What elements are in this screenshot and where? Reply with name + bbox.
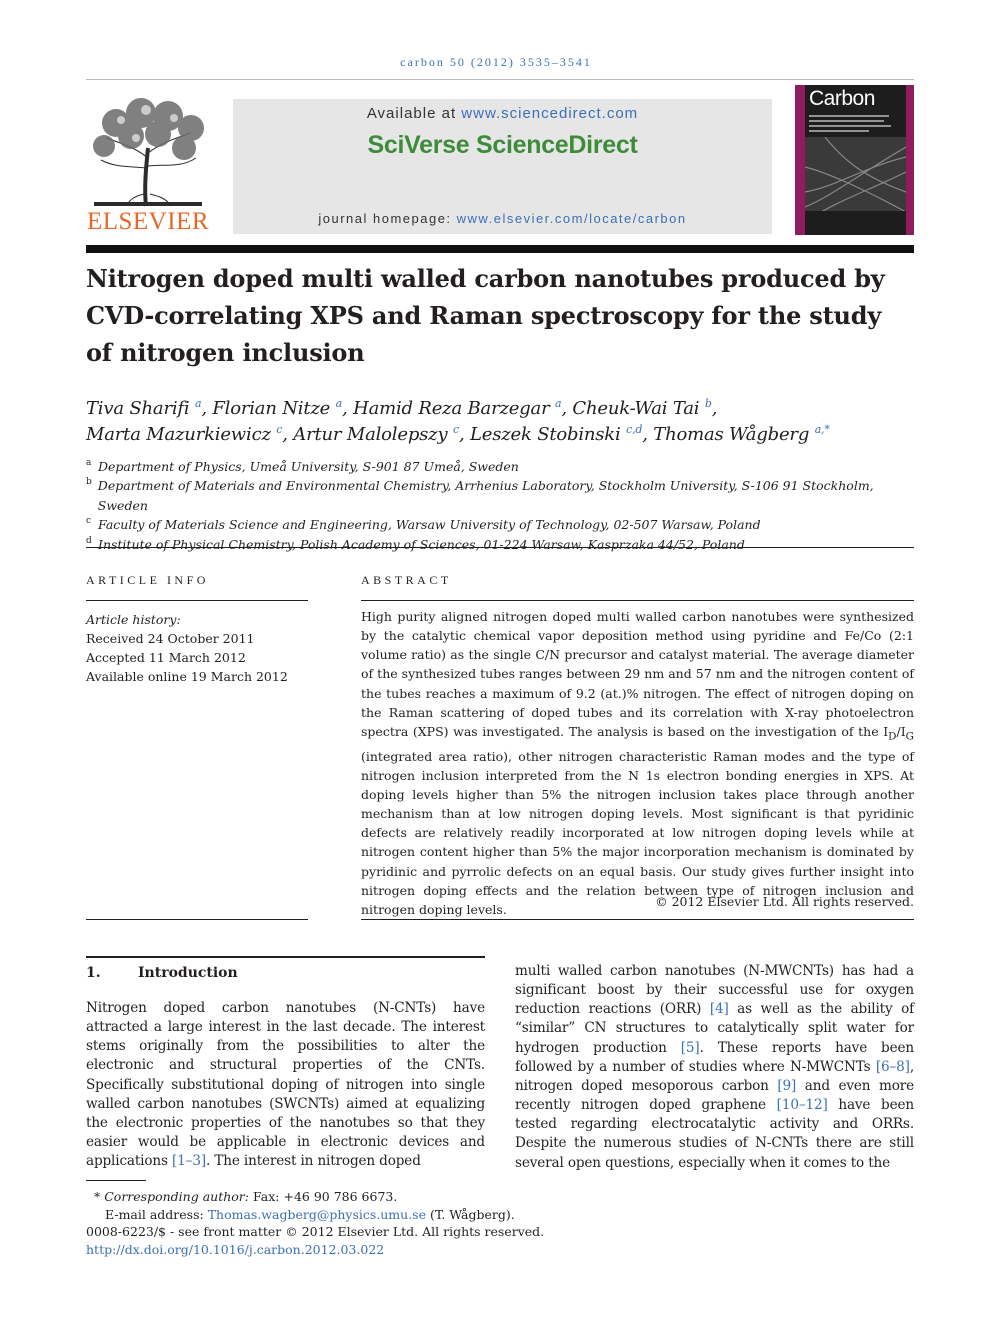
author-affiliation-mark[interactable]: a — [194, 397, 202, 410]
email-suffix: (T. Wågberg). — [426, 1206, 515, 1222]
corresponding-text: Fax: +46 90 786 6673. — [248, 1189, 398, 1204]
author-line-1: Tiva Sharifi $^a$, Florian Nitze $^a$, Hamid Reza Barzegar $^a$, Cheuk-Wai Tai $^b$, — [86, 397, 718, 419]
footnotes — [86, 1188, 686, 1258]
section-title: Introduction — [138, 965, 238, 981]
abstract-rule — [361, 600, 914, 601]
intro-text: have been tested regarding electrocatalytic activity and ORRs. Despite the numerous studies of N-CNTs there are still several open questions, especially when it comes to the — [515, 1097, 914, 1171]
issn-line: 0008-6223/$ - see front matter © 2012 Elsevier Ltd. All rights reserved. — [86, 1224, 545, 1239]
affiliation-row — [86, 535, 914, 554]
footnote-rule — [86, 1180, 146, 1181]
section-number: 1. — [86, 965, 101, 981]
abstract-part-2: (integrated area ratio), other nitrogen characteristic Raman modes and the type of nitrogen inclusion interpreted from the N 1s electron bonding energies in XPS. At doping levels higher than 5% the nitrogen inclusion takes place through another mechanism than at low nitrogen doping levels. Most significant is that pyridinic defects are relatively readily incorporated at low nitrogen doping levels while at nitrogen content higher than 5% the major incorporation mechanism is dominated by pyridinic and pyrrolic defects on an equal basis. Our study gives further insight into nitrogen doping effects and the relation between type of nitrogen inclusion and nitrogen doping levels. — [361, 748, 914, 917]
affiliation-label: d — [86, 535, 92, 546]
citation-link[interactable]: [1–3] — [172, 1153, 206, 1170]
affiliation-label: a — [86, 458, 92, 468]
corresponding-label: Corresponding author: — [104, 1189, 249, 1204]
affiliations-divider — [86, 547, 914, 548]
section-heading-introduction — [86, 963, 486, 983]
intro-text: as well as the ability of “similar” CN structures to catalytically split water for hydrogen production — [515, 1001, 914, 1056]
abstract-heading: ABSTRACT — [361, 573, 452, 587]
affiliation-row — [86, 457, 914, 476]
author-name: Artur Malolepszy — [293, 424, 448, 445]
affiliation-row — [86, 515, 914, 534]
header-divider — [86, 79, 914, 80]
affiliations — [86, 457, 914, 554]
intro-text: multi walled carbon nanotubes (N-MWCNTs) has had a significant boost by their successful use for oxygen reduction reactions (ORR) — [515, 963, 914, 1018]
abstract-subscript-g: G — [905, 730, 914, 743]
intro-text: Nitrogen doped carbon nanotubes (N-CNTs) have attracted a large interest in the last decade. The interest stems originally from the possibilities to alter the electronic and structural properties of the CNTs. Specifically substitutional doping of nitrogen into single walled carbon nanotubes (SWCNTs) aimed at equalizing the electronic properties of the nanotubes so that they easier would be applicable in electronic devices and applications — [86, 1000, 485, 1170]
abstract-part-1: High purity aligned nitrogen doped multi walled carbon nanotubes were synthesized by the catalytic chemical vapor deposition method using pyridine and Fe/Co (2:1 volume ratio) as the single C/N precursor and catalyst material. The average diameter of the synthesized tubes ranges between 29 nm and 57 nm and the nitrogen content of the tubes reaches a maximum of 9.2 (at.)% nitrogen. The effect of nitrogen doping on the Raman scattering of doped tubes and its correlation with X-ray photoelectron spectra (XPS) was investigated. The analysis is based on the investigation of the I — [361, 609, 914, 739]
elsevier-wordmark: ELSEVIER — [86, 208, 210, 235]
available-at-line — [233, 105, 772, 122]
article-info-bottom-rule — [86, 919, 308, 920]
homepage-prefix: journal homepage: — [318, 211, 457, 226]
sciencedirect-link[interactable]: www.sciencedirect.com — [461, 105, 639, 122]
intro-paragraph-left — [86, 999, 485, 1171]
header-thick-rule — [86, 245, 914, 253]
article-history — [86, 610, 308, 686]
author-name: Leszek Stobinski — [469, 424, 621, 445]
abstract-copyright: © 2012 Elsevier Ltd. All rights reserved. — [655, 894, 914, 909]
author-name: Cheuk-Wai Tai — [572, 398, 700, 419]
history-received: Received 24 October 2011 — [86, 631, 255, 646]
intro-text: . These reports have been followed by a number of studies where N-MWCNTs — [515, 1039, 914, 1075]
citation-link[interactable]: [4] — [709, 1001, 729, 1018]
footnote-star: * — [94, 1189, 101, 1204]
author-name: Hamid Reza Barzegar — [353, 398, 550, 419]
author-name: Marta Mazurkiewicz — [86, 424, 271, 445]
elsevier-logo — [86, 98, 210, 236]
email-link[interactable]: Thomas.wagberg@physics.umu.se — [207, 1206, 426, 1222]
paper-title: Nitrogen doped multi walled carbon nanotubes produced by CVD-correlating XPS and Raman spectroscopy for the study of nitrogen inclusion — [86, 264, 885, 367]
author-name: Tiva Sharifi — [86, 398, 190, 419]
author-affiliation-mark[interactable]: c — [276, 423, 283, 436]
article-info-rule — [86, 600, 308, 601]
journal-homepage-line — [233, 211, 772, 226]
intro-text: . The interest in nitrogen doped — [205, 1153, 421, 1170]
affiliation-label: c — [86, 516, 92, 527]
doi-link[interactable]: http://dx.doi.org/10.1016/j.carbon.2012.03.022 — [86, 1241, 385, 1257]
citation-link[interactable]: [5] — [680, 1039, 700, 1056]
corresponding-author-note — [86, 1188, 686, 1206]
running-head: carbon 50 (2012) 3535–3541 — [400, 55, 592, 69]
intro-paragraph-right — [515, 962, 914, 1173]
citation-link[interactable]: [10–12] — [776, 1097, 828, 1114]
author-affiliation-mark[interactable]: c,d — [626, 423, 643, 436]
author-line-2: Marta Mazurkiewicz $^c$, Artur Malolepszy $^c$, Leszek Stobinski $^{c,d}$, Thomas Wågberg $^{a,*}$ — [86, 423, 830, 445]
author-name: Florian Nitze — [212, 398, 331, 419]
sciverse-brand: SciVerse ScienceDirect — [367, 131, 638, 159]
author-affiliation-mark[interactable]: a — [335, 397, 343, 410]
intro-text: and even more recently nitrogen doped graphene — [515, 1077, 914, 1114]
journal-cover — [795, 85, 914, 235]
affiliation-text: Faculty of Materials Science and Engineering, Warsaw University of Technology, 02-507 Warsaw, Poland — [98, 517, 761, 533]
author-list — [86, 396, 914, 448]
abstract-text — [361, 607, 914, 919]
affiliation-text: Department of Physics, Umeå University, S-901 87 Umeå, Sweden — [98, 459, 519, 474]
affiliation-text: Department of Materials and Environmental Chemistry, Arrhenius Laboratory, Stockholm University, S-106 91 Stockholm, Sweden — [97, 478, 874, 513]
journal-homepage-link[interactable]: www.elsevier.com/locate/carbon — [456, 211, 687, 226]
intro-text: , nitrogen doped mesoporous carbon — [515, 1058, 914, 1094]
affiliation-row — [86, 476, 914, 515]
abstract-slash: /I — [896, 723, 906, 739]
cover-title: Carbon — [809, 87, 875, 110]
history-label: Article history: — [86, 612, 181, 627]
author-affiliation-mark[interactable]: b — [704, 397, 712, 410]
sciencedirect-banner — [233, 99, 772, 234]
history-accepted: Accepted 11 March 2012 — [86, 650, 246, 665]
citation-link[interactable]: [6–8] — [875, 1058, 910, 1075]
author-affiliation-mark[interactable]: a — [555, 397, 562, 410]
abstract-subscript-d: D — [888, 730, 897, 743]
author-affiliation-mark[interactable]: c — [452, 423, 459, 436]
article-info-heading: ARTICLE INFO — [86, 573, 209, 587]
available-prefix: Available at — [366, 105, 462, 122]
abstract-bottom-rule — [361, 919, 914, 920]
email-label: E-mail address: — [105, 1206, 208, 1222]
email-note — [86, 1206, 686, 1224]
affiliation-text: Institute of Physical Chemistry, Polish Academy of Sciences, 01-224 Warsaw, Kasprzaka 44/52, Poland — [98, 536, 745, 552]
citation-link[interactable]: [9] — [777, 1077, 797, 1094]
history-online: Available online 19 March 2012 — [86, 669, 288, 684]
cover-subtitle-lines-icon — [809, 112, 899, 134]
elsevier-tree-icon — [86, 98, 210, 208]
cover-nanotube-image-icon — [805, 137, 906, 219]
intro-rule — [86, 956, 485, 958]
author-affiliation-mark[interactable]: a,* — [814, 423, 830, 436]
author-name: Thomas Wågberg — [653, 424, 810, 445]
affiliation-label: b — [86, 477, 92, 488]
